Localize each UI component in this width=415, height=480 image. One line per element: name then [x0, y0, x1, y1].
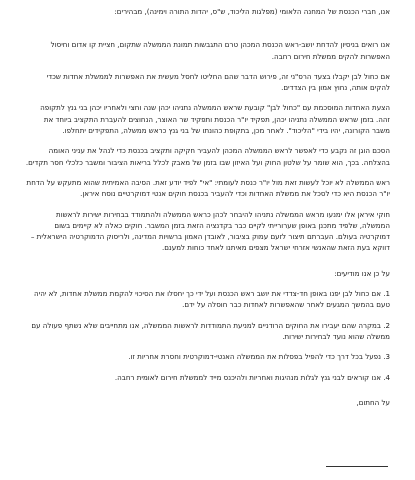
paragraph-6: חוקי איראן אלו ימנעו מראש הממשלה נתניהו להיבחר לכהן כראש הממשלה ולהתמודד בבחירות ישירות לראשות הממשלה, שלפיד מתכנן באופן שערורייתי לקיים כבר בקדנציה הזאת בזמן המשבר. חוקים כאלה לא קיימים בשום דמוקרטיה בעולם. העברתם תיצור לזעם עמוק בציבור, לאובדן האמון ברשויות המדינה, ולריסוק הדמוקרטיה הישראלית – דווקא בעת הזאת שהאנשי אזרחי ישראל מצפים מאיתנו לאחד כוחות למענם.: [30, 209, 390, 253]
list-item-number: 1.: [383, 289, 390, 299]
list-item-number: 2.: [383, 320, 390, 330]
paragraph-3: הצעת האחדות המוסכמת עם "כחול לבן" קובעת שראש הממשלה נתניהו יכהן שנה וחצי ולאחריו יכהן בני גנץ לתקופה זהה. בזמן שראש הממשלה נתניהו יכהן, תפקיד יו"ר הכנסת ותפקיד שר האוצר, הנחוצים להעברת התקציב ביוחד את משבר הקורונה, יהיו בידי "הליכוד". לאחר מכן, בתקופת כהונתו של בני גנץ כראש ממשלה, התפקידים יתחלפו.: [40, 103, 390, 136]
list-item: [25, 372, 390, 383]
list-item: [25, 288, 390, 311]
declaration-list: [25, 288, 390, 383]
list-item-number: 4.: [383, 372, 390, 382]
list-item-text: במקרה שהם יעבירו את החוקים הרודניים למניעת התמודדות לראשות הממשלה, אנו מתחייבים שלא נשתף פעולה עם ממשלה שהוא נועד לבחירות ישירות.: [31, 320, 390, 341]
list-item: [25, 351, 390, 362]
paragraph-1: אנו רואים בניסיון להדחת יושב-ראש הכנסת המכהן טרם התגבשות תמונת הממשלה שתקום, חציית קו אדום וחיסול האפשרות להקים ממשלת חירום רחבה.: [50, 40, 390, 61]
list-item-text: נפעל בכל דרך כדי להפיל בפסלות את הממשלה האנטי-דמוקרטית וחסרת אחריות זו.: [128, 352, 381, 362]
opening-line: אנו, חברי הכנסת של המחנה הלאומי (מפלגות הליכוד, ש"ס, יהדות התורה וימינה), מבהירים:: [114, 7, 390, 16]
paragraph-2: אם כחול לבן יקבלו בצעד הרס"ני זה, פירוש הדבר שהם החליטו לחסל מעשית את האפשרות לממשלת אחדות שכדי להקים אותה, נחוץ אמון בין הצדדים.: [46, 71, 390, 93]
list-item-text: אם כחול לבן יפנו באופן חד-צדדי את יושב ראש הכנסת ועל ידי כך יחסלו את הסיכוי להקמת ממשלת אחדות, לא יהיה טעם בהמשך המגעים לאחר שהאפשרות לאחדות כבר חוסלה על ידם.: [33, 289, 390, 310]
list-item-number: 3.: [383, 352, 390, 362]
list-item: [25, 320, 390, 343]
signature-line: [326, 466, 388, 467]
paragraph-5: ראש הממשלה לא יוכל לעשות זאת מול יו"ר כנסת לעומתי: "אי" לפיד יודע זאת. הסיבה האמיתית שהוא מתעקש על הדחת יו"ר הכנסת היא כדי לסכל את ממשלת האחדות וכדי להעביר בכנסת חוקים אנטי דמוקרטיים נוסח איראן.: [26, 177, 390, 199]
declaration-title: על כן אנו מודיעים:: [334, 268, 390, 278]
paragraph-4: הסכם הוגן זה נקבע כדי לאפשר לראש הממשלה המכהן להעביר חקיקה ותקציב בכנסת כדי לנהל את עניני האומה בהצלחה. בכך, הוא שומר על שלטון החוק ועל האיזון שבו בזמן של מאבק לכלל בריאות הציבור ומשבר כלכלי חסר תקדים.: [25, 146, 390, 167]
closing-line: על החתום,: [356, 397, 390, 407]
list-item-text: אנו קוראים לבני גנץ לגלות מנהיגות ואחריות ולהיכנס מייד לממשלת חירום לאומית רחבה.: [114, 372, 381, 382]
